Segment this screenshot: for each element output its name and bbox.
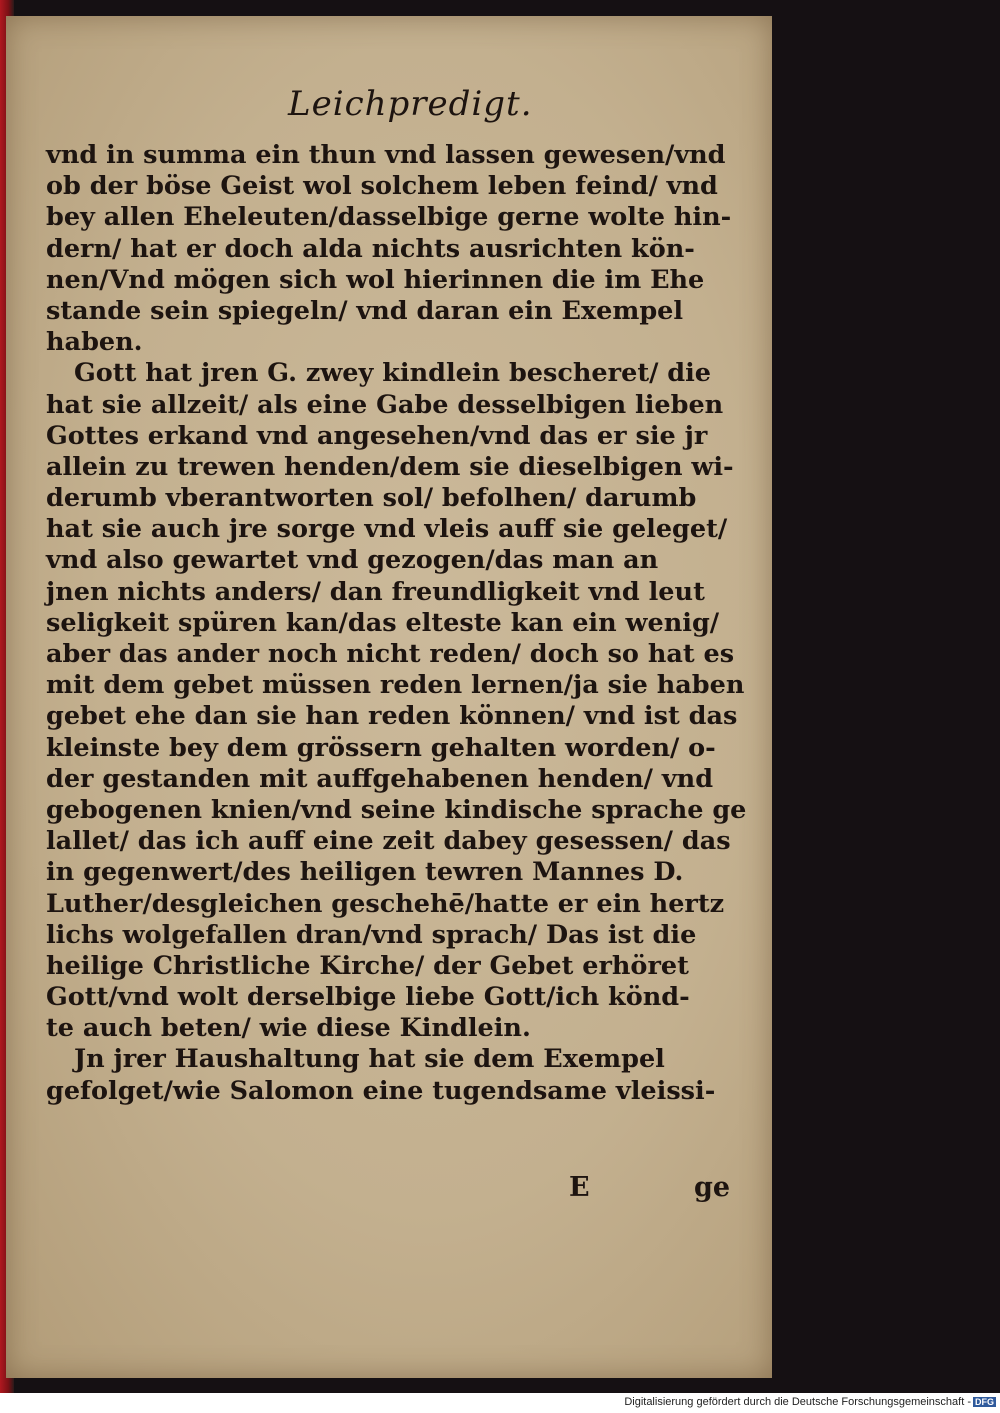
- text-line: vnd in summa ein thun vnd lassen gewesen/vnd: [46, 140, 726, 170]
- text-line: bey allen Eheleuten/dasselbige gerne wolte hin-: [46, 202, 732, 233]
- credit-text: Digitalisierung gefördert durch die Deutsche Forschungsgemeinschaft -: [624, 1396, 971, 1408]
- document-page: [6, 16, 772, 1378]
- text-line: dern/ hat er doch alda nichts ausrichten kön-: [46, 233, 695, 264]
- text-line: lichs wolgefallen dran/vnd sprach/ Das ist die: [46, 919, 697, 950]
- body-text: [46, 140, 746, 1107]
- text-line: in gegenwert/des heiligen tewren Mannes D.: [46, 857, 684, 888]
- text-line: hat sie allzeit/ als eine Gabe desselbigen lieben: [46, 389, 724, 420]
- text-line: Gott/vnd wolt derselbige liebe Gott/ich könd-: [46, 982, 690, 1013]
- text-line: ob der böse Geist wol solchem leben feind/ vnd: [46, 171, 718, 202]
- text-line: derumb vberantworten sol/ befolhen/ darumb: [46, 483, 697, 514]
- text-line: vnd also gewartet vnd gezogen/das man an: [46, 545, 659, 576]
- text-line: jnen nichts anders/ dan freundligkeit vnd leut: [46, 576, 705, 607]
- text-line: allein zu trewen henden/dem sie dieselbigen wi-: [46, 451, 734, 482]
- signature-mark: E: [569, 1172, 590, 1203]
- digitization-credit: [624, 1396, 996, 1408]
- text-line: gebet ehe dan sie han reden können/ vnd ist das: [46, 701, 738, 732]
- text-line: haben.: [46, 327, 143, 358]
- text-line: Gottes erkand vnd angesehen/vnd das er sie jr: [46, 420, 708, 451]
- text-line: gefolget/wie Salomon eine tugendsame vleissi-: [46, 1075, 716, 1106]
- text-line: seligkeit spüren kan/das elteste kan ein wenig/: [46, 607, 720, 638]
- text-line: gebogenen knien/vnd seine kindische sprache ge: [46, 794, 747, 825]
- text-line: lallet/ das ich auff eine zeit dabey gesessen/ das: [46, 826, 731, 857]
- text-line: Jn jrer Haushaltung hat sie dem Exempel: [74, 1044, 665, 1075]
- catchword: ge: [694, 1172, 731, 1203]
- text-line: aber das ander noch nicht reden/ doch so hat es: [46, 639, 735, 669]
- text-line: kleinste bey dem grössern gehalten worden/ o-: [46, 732, 716, 763]
- text-line: hat sie auch jre sorge vnd vleis auff sie geleget/: [46, 514, 728, 545]
- text-line: Gott hat jren G. zwey kindlein bescheret/ die: [74, 358, 712, 389]
- text-line: heilige Christliche Kirche/ der Gebet erhöret: [46, 950, 689, 981]
- text-line: der gestanden mit auffgehabenen henden/ vnd: [46, 763, 714, 794]
- text-line: te auch beten/ wie diese Kindlein.: [46, 1013, 531, 1044]
- text-line: nen/Vnd mögen sich wol hierinnen die im Ehe: [46, 264, 705, 295]
- dfg-logo: DFG: [975, 1397, 994, 1408]
- text-line: Luther/desgleichen geschehē/hatte er ein hertz: [46, 888, 725, 919]
- running-header: Leichpredigt.: [288, 84, 533, 124]
- text-line: mit dem gebet müssen reden lernen/ja sie haben: [46, 670, 745, 701]
- text-line: stande sein spiegeln/ vnd daran ein Exempel: [46, 295, 684, 326]
